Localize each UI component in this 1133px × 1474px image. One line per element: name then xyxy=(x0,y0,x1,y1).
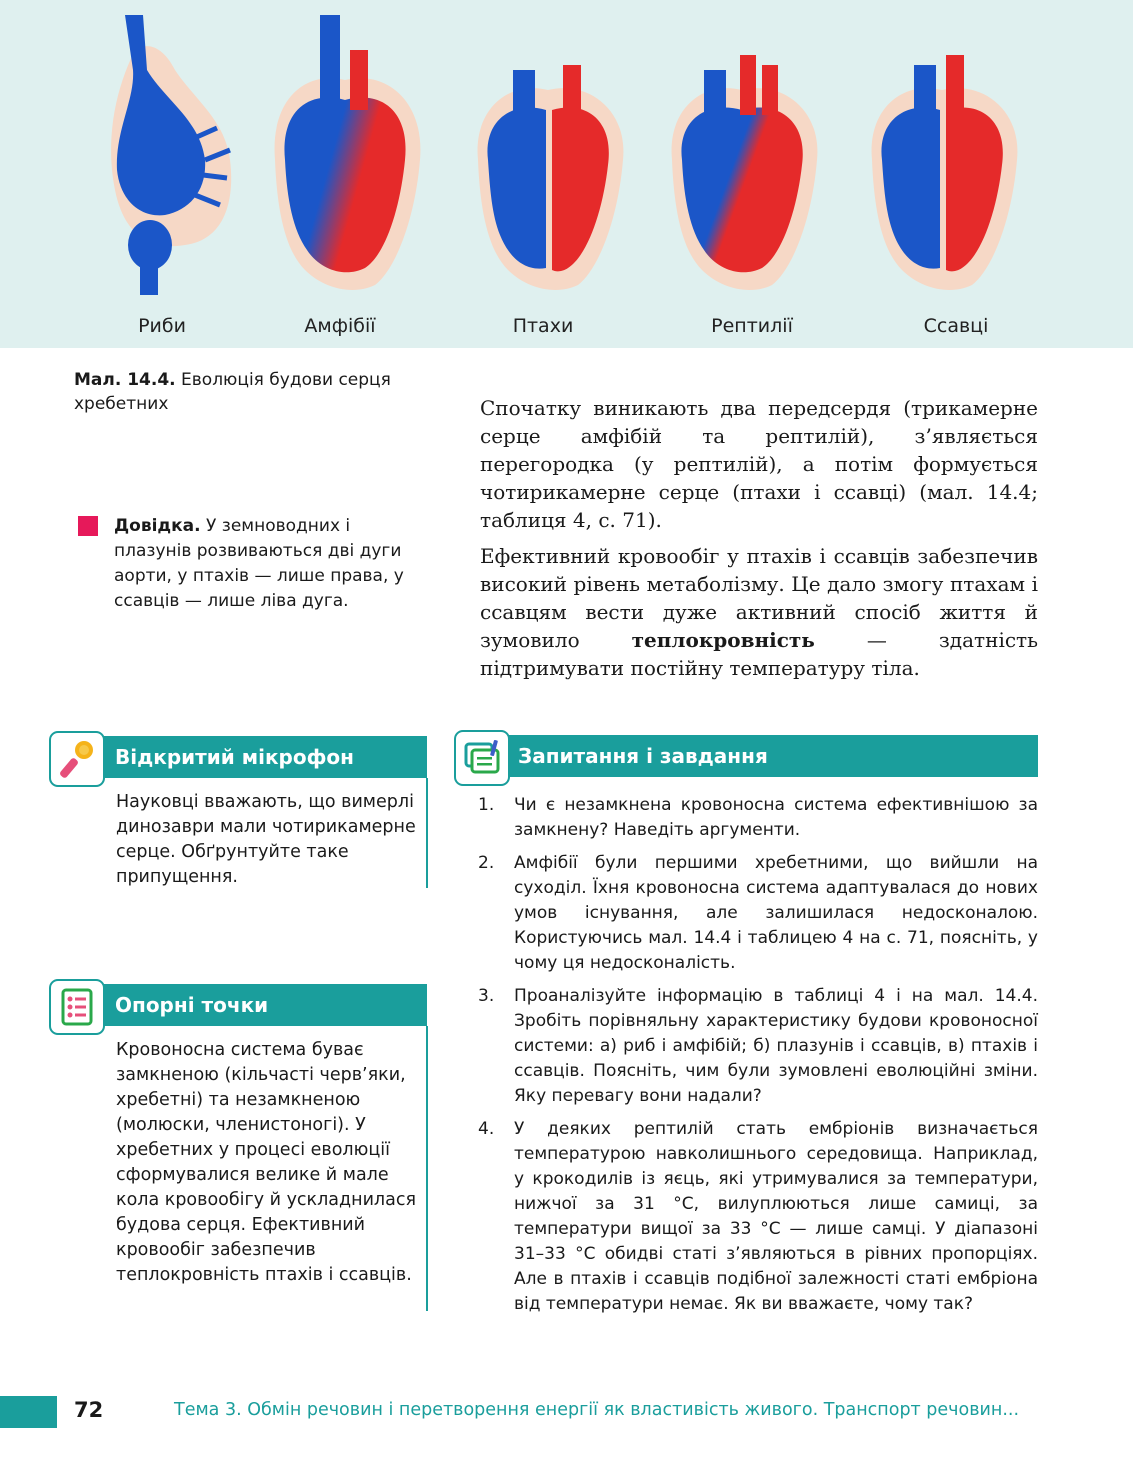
label-mammals: Ссавці xyxy=(923,315,989,337)
reptile-heart-illustration xyxy=(662,10,822,300)
figure-banner xyxy=(0,0,1133,348)
checklist-icon xyxy=(49,979,105,1035)
label-birds: Птахи xyxy=(512,315,574,337)
points-box-header xyxy=(95,984,427,1026)
question-text: Чи є незамкнена кровоносна система ефективнішою за замкнену? Наведіть аргументи. xyxy=(514,795,1038,840)
microphone-icon xyxy=(49,731,105,787)
mic-box-text: Науковці вважають, що вимерлі динозаври мали чотирикамерне серце. Обґрунтуйте таке припущення. xyxy=(116,792,416,887)
paragraph-2-end: — здатність підтримувати постійну температуру тіла. xyxy=(480,628,1038,680)
main-paragraph-2 xyxy=(480,542,1038,682)
notes-icon xyxy=(454,730,510,786)
question-text: Проаналізуйте інформацію в таблиці 4 і на мал. 14.4. Зробіть порівняльну характеристику будови кровоносної системи: а) риб і амфібій; б) плазунів і ссавців, в) птахів і ссавців. Поясніть, чим були зумовлені еволюційні зміни. Яку перевагу вони надали? xyxy=(514,986,1038,1106)
question-text: У деяких рептилій стать ембріонів визначається температурою навколишнього середовища. Наприклад, у крокодилів із яєць, які утримувалися за температури, нижчої за 31 °С, вилуплюються лише самиці, за температури вищої за 33 °С — лише самці. У діапазоні 31–33 °С обидві статі з’являються в рівних пропорціях. Але в птахів і ссавців подібної залежності статі ембріона від температури немає. Як ви вважаєте, чому так? xyxy=(514,1119,1038,1314)
questions-box-title: Запитання і завдання xyxy=(518,744,768,768)
questions-box-header xyxy=(500,735,1038,777)
main-text xyxy=(480,394,1038,690)
question-number: 1. xyxy=(478,795,495,815)
running-footer: Тема 3. Обмін речовин і перетворення енергії як властивість живого. Транспорт речовин... xyxy=(174,1400,1020,1420)
amphibian-heart-illustration xyxy=(265,10,425,300)
reference-note xyxy=(78,514,408,614)
label-amphibians: Амфібії xyxy=(304,315,376,337)
caption-ref: Мал. 14.4. xyxy=(74,370,176,390)
points-box-title: Опорні точки xyxy=(115,993,269,1017)
bird-heart-illustration xyxy=(468,10,628,300)
points-box-border xyxy=(426,1026,428,1311)
question-item xyxy=(478,984,1038,1109)
question-text: Амфібії були першими хребетними, що вийшли на суходіл. Їхня кровоносна система адаптувалася до нових умов існування, але залишилася недосконалою. Користуючись мал. 14.4 і таблицею 4 на с. 71, поясніть, у чому ця недосконалість. xyxy=(514,853,1038,973)
question-number: 2. xyxy=(478,853,495,873)
note-label: Довідка. xyxy=(114,516,201,536)
mic-box-border xyxy=(426,778,428,888)
term-warm-blooded: теплокровність xyxy=(631,628,815,652)
points-box-text: Кровоносна система буває замкненою (кільчасті черв’яки, хребетні) та незамкненою (молюски, членистоногі). У хребетних у процесі еволюції сформувалися велике й мале кола кровообігу й ускладнилася будова серця. Ефективний кровообіг забезпечив теплокровність птахів і ссавців. xyxy=(116,1040,416,1285)
main-paragraph-1: Спочатку виникають два передсердя (трикамерне серце амфібій та рептилій), з’являється перегородка (у рептилій), а потім формується чотирикамерне серце (птахи і ссавці) (мал. 14.4; таблиця 4, с. 71). xyxy=(480,396,1038,532)
mic-box-header xyxy=(95,736,427,778)
caption-text: Еволюція будови серця хребетних xyxy=(74,370,391,414)
questions-list xyxy=(478,793,1038,1325)
note-text: У земноводних і плазунів розвиваються дві дуги аорти, у птахів — лише права, у ссавців — лише ліва дуга. xyxy=(114,516,404,611)
mammal-heart-illustration xyxy=(862,10,1022,300)
label-reptiles: Рептилії xyxy=(711,315,793,337)
note-marker xyxy=(78,516,98,536)
question-number: 4. xyxy=(478,1119,495,1139)
page-number: 72 xyxy=(74,1398,104,1422)
figure-caption xyxy=(74,368,414,416)
question-item xyxy=(478,793,1038,843)
paragraph-2-start: Ефективний кровообіг у птахів і ссавців забезпечив високий рівень метаболізму. Це дало змогу птахам і ссавцям вести дуже активний спосіб життя й зумовило xyxy=(480,544,1038,652)
fish-heart-illustration xyxy=(95,10,255,300)
mic-box-title: Відкритий мікрофон xyxy=(115,745,354,769)
footer-accent-bar xyxy=(0,1396,57,1428)
label-fish: Риби xyxy=(138,315,186,337)
question-number: 3. xyxy=(478,986,495,1006)
question-item xyxy=(478,851,1038,976)
question-item xyxy=(478,1117,1038,1317)
